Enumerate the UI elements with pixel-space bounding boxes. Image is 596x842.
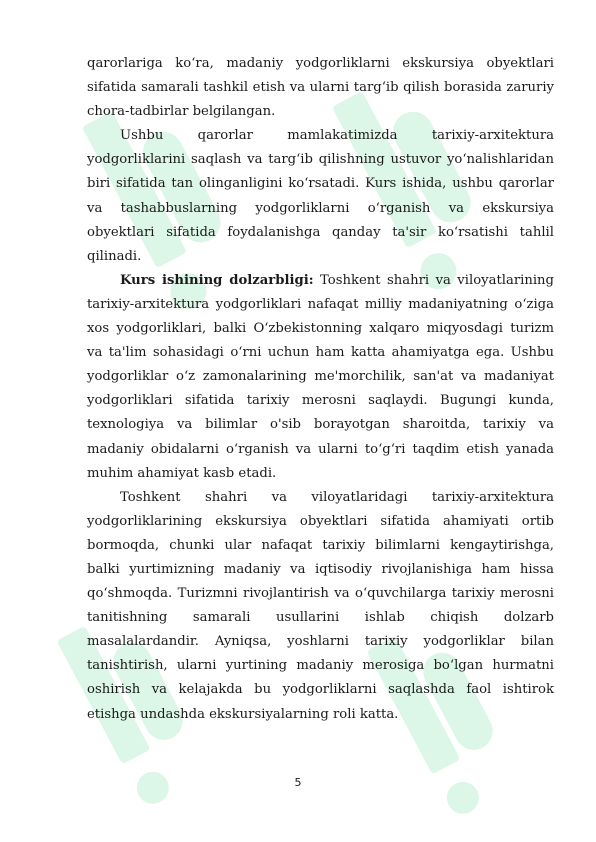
document-body — [87, 52, 554, 727]
paragraph-decisions: Ushbu qarorlar mamlakatimizda tarixiy-arxitektura yodgorliklarini saqlash va targ‘ib qilishning ustuvor yo‘nalishlaridan biri sifatida tan olinganligini ko‘rsatadi. Kurs ishida, ushbu qarorlar va tashabbuslarning yodgorliklarni o‘rganish va ekskursiya obyektlari sifatida foydalanishga qanday ta'sir ko‘rsatishi tahlil qilinadi. — [87, 128, 554, 264]
paragraph-relevance — [87, 269, 554, 486]
relevance-text: Toshkent shahri va viloyatlarining tarixiy-arxitektura yodgorliklari nafaqat milliy madaniyatning o‘ziga xos yodgorliklari, balki O‘zbekistonning xalqaro miqyosdagi turizm va ta'lim sohasidagi o‘rni uchun ham katta ahamiyatga ega. Ushbu yodgorliklar o‘z zamonalarining me'morchilik, san'at va madaniyat yodgorliklari sifatida tarixiy merosni saqlaydi. Bugungi kunda, texnologiya va bilimlar o'sib borayotgan sharoitda, tarixiy va madaniy obidalarni o‘rganish va ularni to‘g‘ri taqdim etish yanada muhim ahamiyat kasb etadi. — [87, 272, 554, 481]
paragraph-excursion-importance: Toshkent shahri va viloyatlaridagi tarixiy-arxitektura yodgorliklarining ekskursiya obyektlari sifatida ahamiyati ortib bormoqda, chunki ular nafaqat tarixiy bilimlarni kengaytirishga, balki yurtimizning madaniy va iqtisodiy rivojlanishiga ham hissa qo‘shmoqda. Turizmni rivojlantirish va o‘quvchilarga tarixiy merosni tanitishning samarali usullarini ishlab chiqish dolzarb masalalardandir. Ayniqsa, yoshlarni tarixiy yodgorliklar bilan tanishtirish, ularni yurtining madaniy merosiga bo‘lgan hurmatni oshirish va kelajakda bu yodgorliklarni saqlashda faol ishtirok etishga undashda ekskursiyalarning roli katta. — [87, 489, 554, 722]
relevance-heading: Kurs ishining dolzarbligi: — [120, 272, 314, 288]
page-number: 5 — [294, 776, 302, 789]
paragraph-continuation: qarorlariga ko‘ra, madaniy yodgorliklarni ekskursiya obyektlari sifatida samarali tashkil etish va ularni targ‘ib qilish borasida zaruriy chora-tadbirlar belgilangan. — [87, 56, 554, 120]
